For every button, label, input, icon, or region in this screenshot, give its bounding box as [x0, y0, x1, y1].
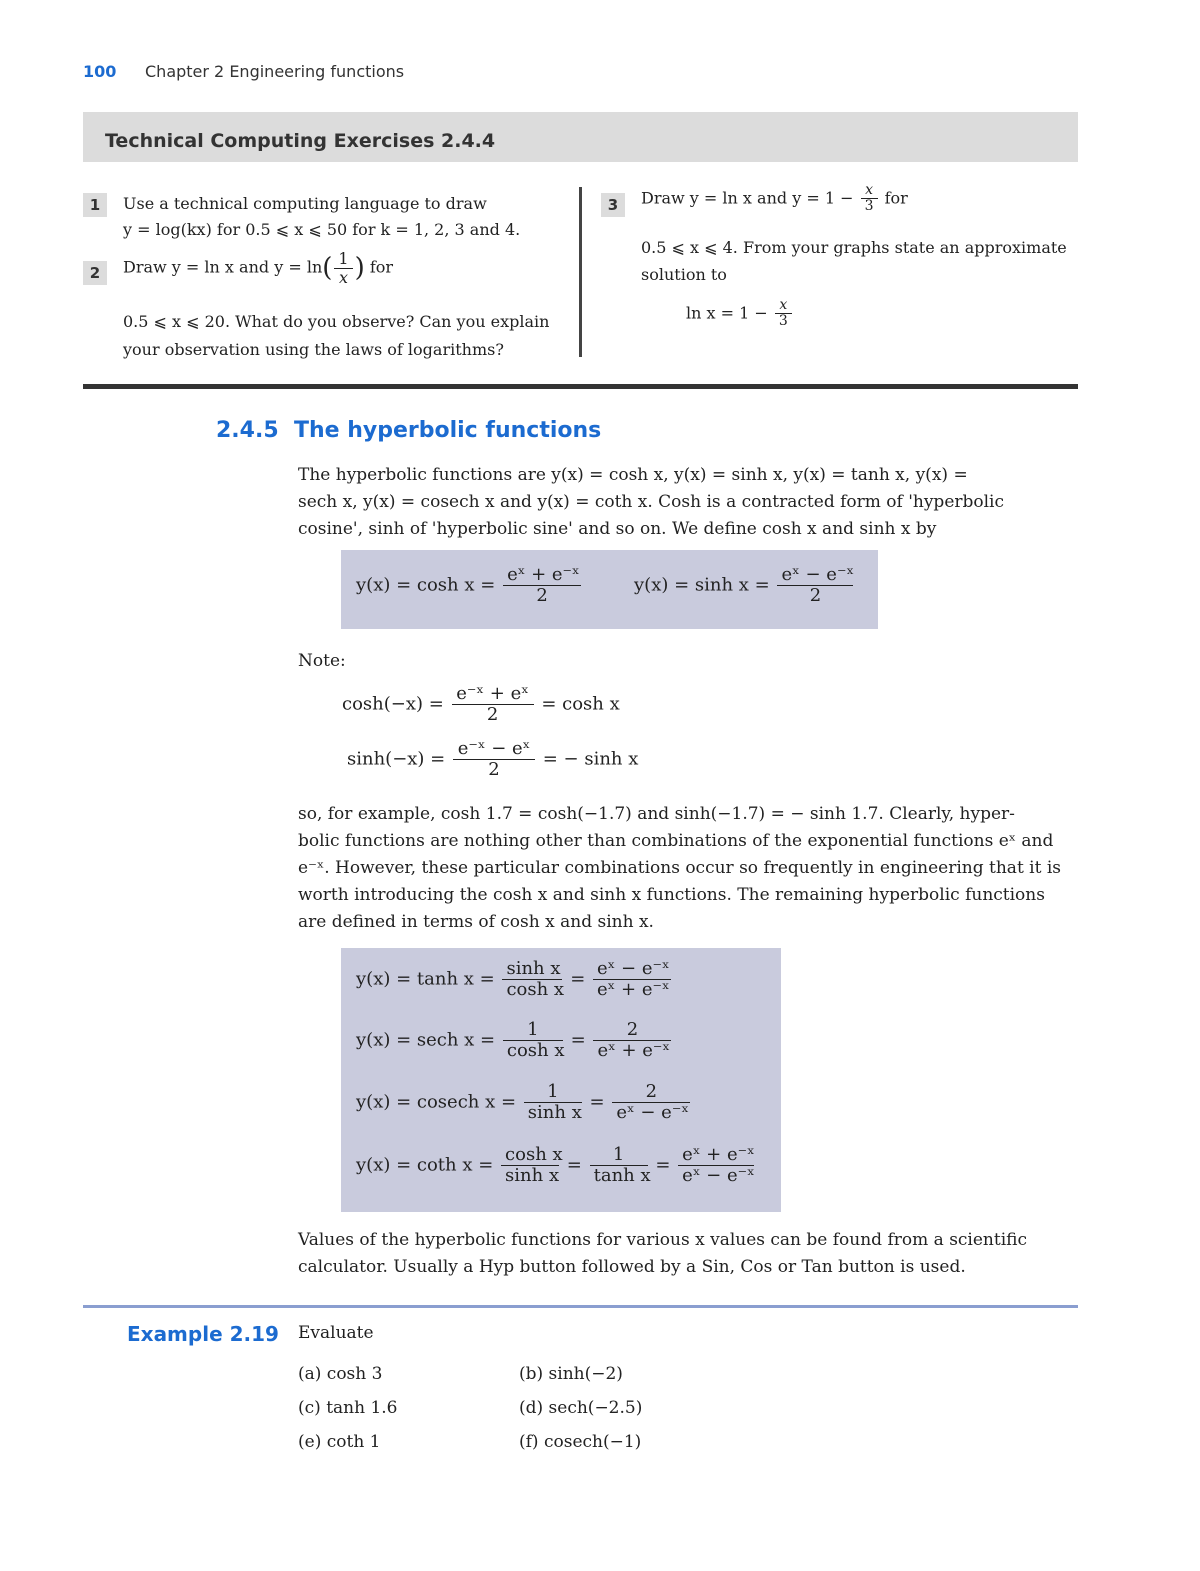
coth-f3-den: eˣ − e⁻ˣ [678, 1165, 754, 1186]
sech-f2-den: eˣ + e⁻ˣ [593, 1040, 671, 1061]
tanh-f2-num: eˣ − e⁻ˣ [597, 958, 670, 979]
tanh-f1-den: cosh x [502, 979, 562, 1000]
para-line-2: bolic functions are nothing other than combinations of the exponential functions eˣ and [298, 831, 1054, 851]
exercise-2-line3: your observation using the laws of logarithms? [123, 340, 504, 359]
note-cosh-den: 2 [452, 704, 534, 725]
sinh-definition-lhs: y(x) = sinh x = [634, 574, 770, 596]
cosech-eq: = [589, 1091, 605, 1113]
cosh-definition-fraction [503, 565, 581, 606]
values-line-1: Values of the hyperbolic functions for various x values can be found from a scientific [298, 1230, 1028, 1250]
coth-f1-den: sinh x [501, 1165, 559, 1186]
note-sinh-fraction [453, 739, 535, 780]
tanh-f1-num: sinh x [506, 958, 561, 979]
coth-f1-num: cosh x [505, 1144, 563, 1165]
sech-fraction-2 [593, 1020, 671, 1061]
sech-f1-num: 1 [527, 1019, 539, 1040]
exercise-column-divider [579, 187, 582, 357]
cosh-def-num: eˣ + e⁻ˣ [507, 564, 580, 585]
exercise-3-fraction [861, 183, 878, 215]
para-line-4: worth introducing the cosh x and sinh x functions. The remaining hyperbolic functions [298, 885, 1045, 905]
exercise-2-draw-text: Draw y = ln x and y = ln [123, 257, 323, 277]
exercise-1-line1: Use a technical computing language to draw [123, 194, 487, 213]
coth-f3-num: eˣ + e⁻ˣ [682, 1144, 755, 1165]
exercise-2-frac-den: x [334, 268, 352, 287]
exercise-3-frac-den: 3 [861, 198, 878, 214]
sinh-definition-fraction [777, 565, 853, 606]
coth-fraction-3 [678, 1145, 754, 1186]
coth-fraction-2 [590, 1144, 651, 1186]
coth-fraction-1 [501, 1144, 563, 1186]
tanh-eq: = [570, 968, 586, 990]
note-cosh-fraction [452, 684, 534, 725]
example-prompt: Evaluate [298, 1323, 374, 1343]
intro-line-3: cosine', sinh of 'hyperbolic sine' and so on. We define cosh x and sinh x by [298, 519, 937, 539]
exercises-title: Technical Computing Exercises 2.4.4 [105, 130, 496, 152]
sech-f2-num: 2 [626, 1019, 639, 1040]
note-sinh-lhs: sinh(−x) = [347, 748, 446, 770]
exercise-3-eq-lhs: ln x = 1 − [686, 303, 768, 323]
intro-line-1: The hyperbolic functions are y(x) = cosh x, y(x) = sinh x, y(x) = tanh x, y(x) = [298, 465, 968, 485]
exercise-3-equation [686, 298, 794, 330]
exercise-3-frac-num: x [865, 182, 873, 198]
cosech-f1-num: 1 [547, 1081, 559, 1102]
coth-lhs: y(x) = coth x = [356, 1154, 494, 1176]
note-label: Note: [298, 651, 346, 671]
exercise-3-eq-num: x [779, 297, 788, 313]
exercise-2-number: 2 [83, 261, 107, 285]
cosech-lhs: y(x) = cosech x = [356, 1091, 517, 1113]
note-sinh-num: e⁻ˣ − eˣ [457, 738, 531, 759]
exercise-1-line2: y = log(kx) for 0.5 ⩽ x ⩽ 50 for k = 1, 2, 3 and 4. [123, 220, 521, 239]
exercise-2-for: for [369, 257, 394, 277]
cosh-def-den: 2 [503, 585, 581, 606]
sech-f1-den: cosh x [503, 1040, 563, 1061]
cosh-definition-lhs: y(x) = cosh x = [356, 574, 496, 596]
cosech-fraction-2 [612, 1082, 690, 1123]
tanh-f2-den: eˣ + e⁻ˣ [593, 979, 671, 1000]
para-line-5: are defined in terms of cosh x and sinh x. [298, 912, 654, 932]
exercises-bottom-rule [83, 384, 1078, 389]
note-sinh-equation [347, 739, 638, 780]
exercise-3-line2: 0.5 ⩽ x ⩽ 4. From your graphs state an approximate [641, 238, 1067, 257]
example-item-a: (a) cosh 3 [298, 1364, 383, 1384]
coth-eq-1: = [566, 1154, 582, 1176]
cosh-definition [356, 565, 583, 606]
exercise-3-line3: solution to [641, 265, 727, 284]
para-line-1: so, for example, cosh 1.7 = cosh(−1.7) and sinh(−1.7) = − sinh 1.7. Clearly, hyper- [298, 804, 1015, 824]
note-cosh-num: e⁻ˣ + eˣ [456, 683, 529, 704]
section-number: 2.4.5 [216, 418, 279, 443]
exercise-2-fraction [334, 250, 352, 286]
tanh-definition [356, 959, 673, 1000]
note-cosh-rhs: = cosh x [541, 693, 620, 715]
sech-definition [356, 1020, 673, 1061]
coth-definition [356, 1145, 756, 1186]
sech-eq: = [570, 1029, 586, 1051]
exercise-2-line2: 0.5 ⩽ x ⩽ 20. What do you observe? Can you explain [123, 312, 550, 331]
coth-f2-den: tanh x [590, 1165, 648, 1186]
exercise-3-draw-text: Draw y = ln x and y = 1 − [641, 188, 854, 208]
exercise-3-eq-den: 3 [775, 313, 792, 329]
section-heading [216, 418, 601, 443]
chapter-title: Chapter 2 Engineering functions [145, 62, 405, 81]
para-line-3: e⁻ˣ. However, these particular combinations occur so frequently in engineering that it is [298, 858, 1062, 878]
exercise-1-number: 1 [83, 193, 107, 217]
cosech-definition [356, 1082, 692, 1123]
note-cosh-lhs: cosh(−x) = [342, 693, 444, 715]
page-number: 100 [83, 62, 117, 81]
example-item-d: (d) sech(−2.5) [519, 1398, 643, 1418]
example-item-e: (e) coth 1 [298, 1432, 381, 1452]
section-title: The hyperbolic functions [293, 418, 602, 443]
exercise-3-line1 [641, 183, 908, 215]
tanh-lhs: y(x) = tanh x = [356, 968, 495, 990]
sinh-def-den: 2 [777, 585, 853, 606]
exercise-3-eq-fraction [775, 298, 792, 330]
cosech-f2-num: 2 [645, 1081, 658, 1102]
note-cosh-equation [342, 684, 620, 725]
cosech-fraction-1 [524, 1082, 582, 1123]
coth-f2-num: 1 [612, 1144, 625, 1165]
intro-line-2: sech x, y(x) = cosech x and y(x) = coth x. Cosh is a contracted form of 'hyperbolic [298, 492, 1005, 512]
sech-fraction-1 [503, 1020, 563, 1061]
tanh-fraction-2 [593, 959, 671, 1000]
cosech-f2-den: eˣ − e⁻ˣ [612, 1102, 690, 1123]
example-label: Example 2.19 [127, 1322, 279, 1346]
cosech-f1-den: sinh x [524, 1102, 582, 1123]
note-sinh-rhs: = − sinh x [542, 748, 639, 770]
sinh-def-num: eˣ − e⁻ˣ [781, 564, 855, 585]
values-line-2: calculator. Usually a Hyp button followed by a Sin, Cos or Tan button is used. [298, 1257, 966, 1277]
exercise-3-number: 3 [601, 193, 625, 217]
tanh-fraction-1 [502, 958, 565, 1000]
example-rule [83, 1305, 1078, 1308]
example-item-b: (b) sinh(−2) [519, 1364, 623, 1384]
sech-lhs: y(x) = sech x = [356, 1029, 496, 1051]
exercise-3-for: for [884, 188, 908, 208]
exercise-2-frac-num: 1 [338, 249, 349, 268]
example-item-f: (f) cosech(−1) [519, 1432, 642, 1452]
example-item-c: (c) tanh 1.6 [298, 1398, 398, 1418]
sinh-definition [634, 565, 855, 606]
coth-eq-2: = [655, 1154, 671, 1176]
note-sinh-den: 2 [453, 759, 535, 780]
exercise-2-line1: Draw y = ln x and y = ln( $\frac{1}{x}$ ) for [123, 249, 394, 287]
